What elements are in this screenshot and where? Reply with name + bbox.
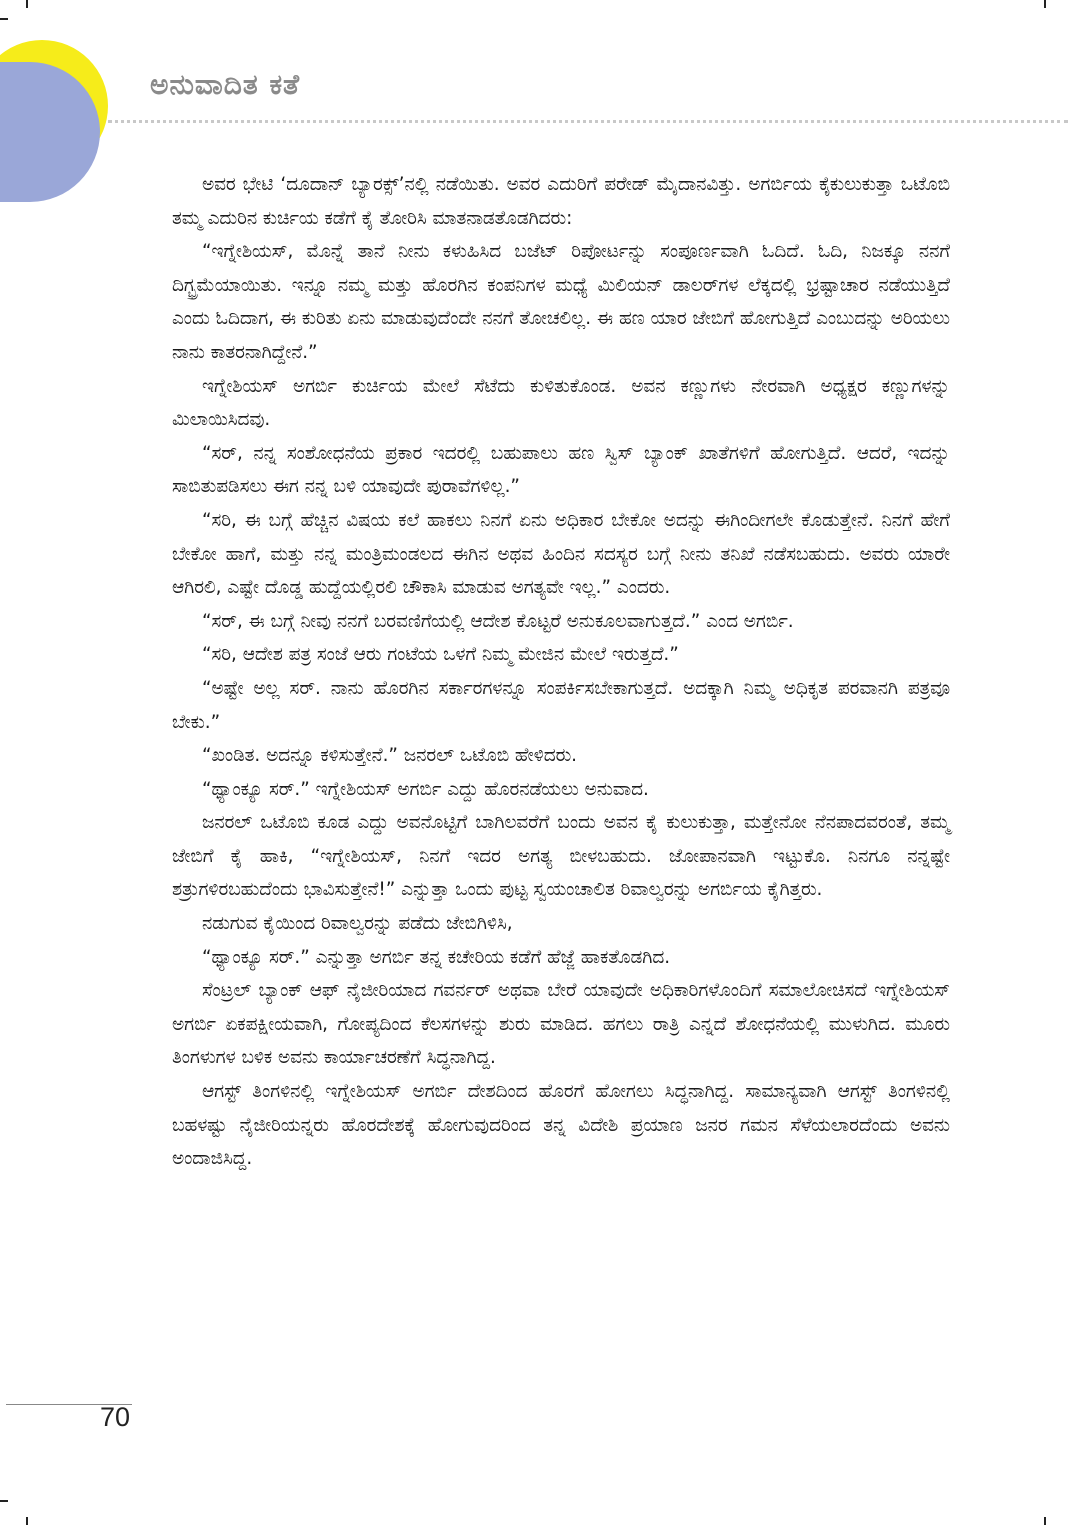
paragraph: “ಸರ್, ನನ್ನ ಸಂಶೋಧನೆಯ ಪ್ರಕಾರ ಇದರಲ್ಲಿ ಬಹುಪಾಲು ಹಣ ಸ್ವಿಸ್ ಬ್ಯಾಂಕ್ ಖಾತೆಗಳಿಗೆ ಹೋಗುತ್ತಿದೆ. ಆದರೆ, ಇದನ್ನು ಸಾಬಿತುಪಡಿಸಲು ಈಗ ನನ್ನ ಬಳಿ ಯಾವುದೇ ಪುರಾವೆಗಳಿಲ್ಲ.” <box>172 442 950 498</box>
paragraph: “ಖಂಡಿತ. ಅದನ್ನೂ ಕಳಿಸುತ್ತೇನೆ.” ಜನರಲ್ ಒಟೊಬಿ ಹೇಳಿದರು. <box>202 745 578 767</box>
paragraph: “ಥ್ಯಾಂಕ್ಯೂ ಸರ್.” ಇಗ್ನೇಶಿಯಸ್ ಅಗರ್ಬಿ ಎದ್ದು ಹೊರನಡೆಯಲು ಅನುವಾದ. <box>202 778 649 800</box>
story-body <box>172 168 950 1176</box>
paragraph: “ಇಗ್ನೇಶಿಯಸ್, ಮೊನ್ನೆ ತಾನೆ ನೀನು ಕಳುಹಿಸಿದ ಬಜೆಟ್ ರಿಪೋರ್ಟನ್ನು ಸಂಪೂರ್ಣವಾಗಿ ಓದಿದೆ. ಓದಿ, ನಿಜಕ್ಕೂ ನನಗೆ ದಿಗ್ಭ್ರಮೆಯಾಯಿತು. ಇನ್ನೂ ನಮ್ಮ ಮತ್ತು ಹೊರಗಿನ ಕಂಪನಿಗಳ ಮಧ್ಯೆ ಮಿಲಿಯನ್ ಡಾಲರ್‌ಗಳ ಲೆಕ್ಕದಲ್ಲಿ ಭ್ರಷ್ಟಾಚಾರ ನಡೆಯುತ್ತಿದೆ ಎಂದು ಓದಿದಾಗ, ಈ ಕುರಿತು ಏನು ಮಾಡುವುದೆಂದೇ ನನಗೆ ತೋಚಲಿಲ್ಲ. ಈ ಹಣ ಯಾರ ಜೇಬಿಗೆ ಹೋಗುತ್ತಿದೆ ಎಂಬುದನ್ನು ಅರಿಯಲು ನಾನು ಕಾತರನಾಗಿದ್ದೇನೆ.” <box>172 241 950 363</box>
paragraph: ನಡುಗುವ ಕೈಯಿಂದ ರಿವಾಲ್ವರನ್ನು ಪಡೆದು ಜೇಬಿಗಿಳಿಸಿ, <box>202 913 513 935</box>
paragraph: ಅವರ ಭೇಟಿ ‘ದೂದಾನ್ ಬ್ಯಾರಕ್ಸ್’ನಲ್ಲಿ ನಡೆಯಿತು. ಅವರ ಎದುರಿಗೆ ಪರೇಡ್ ಮೈದಾನವಿತ್ತು. ಅಗರ್ಬಿಯ ಕೈಕುಲುಕುತ್ತಾ ಒಟೊಬಿ ತಮ್ಮ ಎದುರಿನ ಕುರ್ಚಿಯ ಕಡೆಗೆ ಕೈ ತೋರಿಸಿ ಮಾತನಾಡತೊಡಗಿದರು: <box>172 174 950 229</box>
crop-mark-bottom-left <box>26 1517 28 1525</box>
paragraph: ಜನರಲ್ ಒಟೊಬಿ ಕೂಡ ಎದ್ದು ಅವನೊಟ್ಟಿಗೆ ಬಾಗಿಲವರೆಗೆ ಬಂದು ಅವನ ಕೈ ಕುಲುಕುತ್ತಾ, ಮತ್ತೇನೋ ನೆನಪಾದವರಂತೆ, ತಮ್ಮ ಜೇಬಿಗೆ ಕೈ ಹಾಕಿ, “ಇಗ್ನೇಶಿಯಸ್, ನಿನಗೆ ಇದರ ಅಗತ್ಯ ಬೀಳಬಹುದು. ಜೋಪಾನವಾಗಿ ಇಟ್ಟುಕೊ. ನಿನಗೂ ನನ್ನಷ್ಟೇ ಶತ್ರುಗಳಿರಬಹುದೆಂದು ಭಾವಿಸುತ್ತೇನೆ!” ಎನ್ನುತ್ತಾ ಒಂದು ಪುಟ್ಟ ಸ್ವಯಂಚಾಲಿತ ರಿವಾಲ್ವರನ್ನು ಅಗರ್ಬಿಯ ಕೈಗಿತ್ತರು. <box>172 812 950 901</box>
section-title: ಅನುವಾದಿತ ಕತೆ <box>150 68 301 101</box>
paragraph: ಇಗ್ನೇಶಿಯಸ್ ಅಗರ್ಬಿ ಕುರ್ಚಿಯ ಮೇಲೆ ಸೆಟೆದು ಕುಳಿತುಕೊಂಡ. ಅವನ ಕಣ್ಣುಗಳು ನೇರವಾಗಿ ಅಧ್ಯಕ್ಷರ ಕಣ್ಣುಗಳನ್ನು ಮಿಲಾಯಿಸಿದವು. <box>172 375 950 431</box>
paragraph: “ಥ್ಯಾಂಕ್ಯೂ ಸರ್.” ಎನ್ನುತ್ತಾ ಅಗರ್ಬಿ ತನ್ನ ಕಚೇರಿಯ ಕಡೆಗೆ ಹೆಜ್ಜೆ ಹಾಕತೊಡಗಿದ. <box>202 946 671 968</box>
crop-mark-top-left-side <box>0 18 8 20</box>
paragraph: “ಸರಿ, ಆದೇಶ ಪತ್ರ ಸಂಜೆ ಆರು ಗಂಟೆಯ ಒಳಗೆ ನಿಮ್ಮ ಮೇಜಿನ ಮೇಲೆ ಇರುತ್ತದೆ.” <box>202 644 679 666</box>
paragraph: “ಸರಿ, ಈ ಬಗ್ಗೆ ಹೆಚ್ಚಿನ ವಿಷಯ ಕಲೆ ಹಾಕಲು ನಿನಗೆ ಏನು ಅಧಿಕಾರ ಬೇಕೋ ಅದನ್ನು ಈಗಿಂದೀಗಲೇ ಕೊಡುತ್ತೇನೆ. ನಿನಗೆ ಹೇಗೆ ಬೇಕೋ ಹಾಗೆ, ಮತ್ತು ನನ್ನ ಮಂತ್ರಿಮಂಡಲದ ಈಗಿನ ಅಥವ ಹಿಂದಿನ ಸದಸ್ಯರ ಬಗ್ಗೆ ನೀನು ತನಿಖೆ ನಡೆಸಬಹುದು. ಅವರು ಯಾರೇ ಆಗಿರಲಿ, ಎಷ್ಟೇ ದೊಡ್ಡ ಹುದ್ದೆಯಲ್ಲಿರಲಿ ಚೌಕಾಸಿ ಮಾಡುವ ಅಗತ್ಯವೇ ಇಲ್ಲ.” ಎಂದರು. <box>172 509 950 599</box>
paragraph: ಸೆಂಟ್ರಲ್ ಬ್ಯಾಂಕ್ ಆಫ್ ನೈಜೀರಿಯಾದ ಗವರ್ನರ್ ಅಥವಾ ಬೇರೆ ಯಾವುದೇ ಅಧಿಕಾರಿಗಳೊಂದಿಗೆ ಸಮಾಲೋಚಿಸದೆ ಇಗ್ನೇಶಿಯಸ್ ಅಗರ್ಬಿ ಏಕಪಕ್ಷೀಯವಾಗಿ, ಗೋಪ್ಯದಿಂದ ಕೆಲಸಗಳನ್ನು ಶುರು ಮಾಡಿದ. ಹಗಲು ರಾತ್ರಿ ಎನ್ನದೆ ಶೋಧನೆಯಲ್ಲಿ ಮುಳುಗಿದ. ಮೂರು ತಿಂಗಳುಗಳ ಬಳಿಕ ಅವನು ಕಾರ್ಯಾಚರಣೆಗೆ ಸಿದ್ಧನಾಗಿದ್ದ. <box>172 980 950 1069</box>
crop-mark-top-right <box>1044 0 1046 8</box>
paragraph: “ಸರ್, ಈ ಬಗ್ಗೆ ನೀವು ನನಗೆ ಬರವಣಿಗೆಯಲ್ಲಿ ಆದೇಶ ಕೊಟ್ಟರೆ ಅನುಕೂಲವಾಗುತ್ತದೆ.” ಎಂದ ಅಗರ್ಬಿ. <box>202 610 794 632</box>
crop-mark-top-left <box>26 0 28 8</box>
page-number: 70 <box>100 1402 131 1432</box>
crop-mark-bottom-right <box>1044 1517 1046 1525</box>
header-dotted-rule <box>108 120 1068 123</box>
paragraph: “ಅಷ್ಟೇ ಅಲ್ಲ ಸರ್. ನಾನು ಹೊರಗಿನ ಸರ್ಕಾರಗಳನ್ನೂ ಸಂಪರ್ಕಿಸಬೇಕಾಗುತ್ತದೆ. ಅದಕ್ಕಾಗಿ ನಿಮ್ಮ ಅಧಿಕೃತ ಪರವಾನಗಿ ಪತ್ರವೂ ಬೇಕು.” <box>172 677 950 733</box>
paragraph: ಆಗಸ್ಟ್ ತಿಂಗಳಿನಲ್ಲಿ ಇಗ್ನೇಶಿಯಸ್ ಅಗರ್ಬಿ ದೇಶದಿಂದ ಹೊರಗೆ ಹೋಗಲು ಸಿದ್ಧನಾಗಿದ್ದ. ಸಾಮಾನ್ಯವಾಗಿ ಆಗಸ್ಟ್ ತಿಂಗಳಿನಲ್ಲಿ ಬಹಳಷ್ಟು ನೈಜೀರಿಯನ್ನರು ಹೊರದೇಶಕ್ಕೆ ಹೋಗುವುದರಿಂದ ತನ್ನ ವಿದೇಶಿ ಪ್ರಯಾಣ ಜನರ ಗಮನ ಸೆಳೆಯಲಾರದೆಂದು ಅವನು ಅಂದಾಜಿಸಿದ್ದ. <box>172 1081 950 1170</box>
crop-mark-bottom-left-side <box>0 1500 8 1502</box>
